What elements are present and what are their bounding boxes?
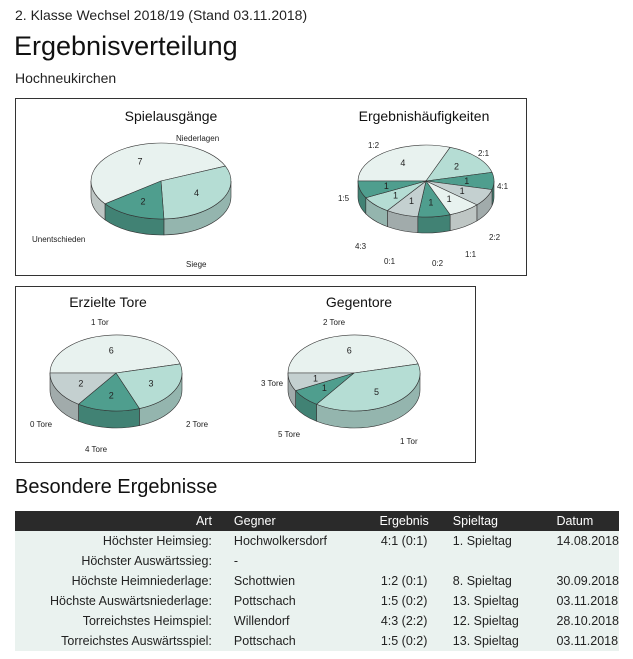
pie-category-label: 0 Tore xyxy=(30,420,53,429)
cell-spieltag: 13. Spieltag xyxy=(447,591,545,611)
pie-category-label: 1 Tor xyxy=(400,437,418,446)
cell-datum: 03.11.2018 xyxy=(544,591,619,611)
cell-ergebnis: 4:1 (0:1) xyxy=(361,531,446,551)
pie-category-label: 1 Tor xyxy=(91,318,109,327)
pie-category-label: Niederlagen xyxy=(176,134,220,143)
pie-value-label: 6 xyxy=(108,345,114,356)
pie-value-label: 2 xyxy=(454,161,460,172)
chart-box-bottom-svg xyxy=(16,287,475,462)
pie-gegentore xyxy=(261,294,420,446)
cell-datum xyxy=(544,551,619,571)
cell-art: Höchste Auswärtsniederlage: xyxy=(15,591,230,611)
pie-category-label: Unentschieden xyxy=(32,235,86,244)
chart-title: Gegentore xyxy=(325,294,393,310)
table-row xyxy=(15,611,619,631)
pie-category-label: 1:5 xyxy=(338,194,350,203)
chart-title: Spielausgänge xyxy=(124,108,218,124)
cell-spieltag: 1. Spieltag xyxy=(447,531,545,551)
chart-title: Erzielte Tore xyxy=(69,294,147,310)
page-title: Ergebnisverteilung xyxy=(14,31,238,61)
table-row xyxy=(15,591,619,611)
pie-value-label: 5 xyxy=(373,386,380,397)
cell-spieltag: 8. Spieltag xyxy=(447,571,545,591)
cell-art: Torreichstes Auswärtsspiel: xyxy=(15,631,230,651)
table-row xyxy=(15,631,619,651)
cell-spieltag: 12. Spieltag xyxy=(447,611,545,631)
cell-spieltag xyxy=(447,551,545,571)
section-title: Besondere Ergebnisse xyxy=(15,476,218,498)
pie-category-label: 5 Tore xyxy=(278,430,301,439)
pie-erzielte-tore xyxy=(30,294,209,454)
pie-value-label: 2 xyxy=(140,196,146,207)
cell-spieltag: 13. Spieltag xyxy=(447,631,545,651)
cell-gegner: Pottschach xyxy=(230,631,362,651)
pie-value-label: 2 xyxy=(108,390,114,401)
pie-value-label: 7 xyxy=(137,156,143,167)
cell-gegner: Hochwolkersdorf xyxy=(230,531,362,551)
header-datum: Datum xyxy=(544,511,619,531)
pie-value-label: 1 xyxy=(428,197,434,208)
cell-gegner: Schottwien xyxy=(230,571,362,591)
results-table xyxy=(15,511,619,651)
pie-value-label: 1 xyxy=(409,196,415,207)
pie-spielausgaenge xyxy=(32,108,231,269)
cell-ergebnis xyxy=(361,551,446,571)
pie-value-label: 2 xyxy=(78,378,84,389)
pie-category-label: 1:1 xyxy=(465,250,477,259)
chart-box-bottom xyxy=(15,286,476,463)
pie-value-label: 4 xyxy=(194,188,200,199)
pie-value-label: 3 xyxy=(148,378,154,389)
pie-category-label: 4 Tore xyxy=(85,445,108,454)
chart-box-top-svg xyxy=(16,99,526,275)
pie-category-label: 2 Tore xyxy=(323,318,346,327)
cell-datum: 03.11.2018 xyxy=(544,631,619,651)
chart-box-top xyxy=(15,98,527,276)
pie-value-label: 1 xyxy=(446,193,452,204)
table-header-row xyxy=(15,511,619,531)
table-row xyxy=(15,551,619,571)
cell-ergebnis: 1:2 (0:1) xyxy=(361,571,446,591)
table-row xyxy=(15,571,619,591)
cell-gegner: Willendorf xyxy=(230,611,362,631)
pie-category-label: 2 Tore xyxy=(186,420,209,429)
header-art: Art xyxy=(15,511,230,531)
cell-ergebnis: 1:5 (0:2) xyxy=(361,631,446,651)
cell-datum: 14.08.2018 xyxy=(544,531,619,551)
pie-category-label: 4:3 xyxy=(355,242,367,251)
cell-gegner: Pottschach xyxy=(230,591,362,611)
pie-category-label: 0:1 xyxy=(384,257,396,266)
pie-category-label: 0:2 xyxy=(432,259,444,268)
header-ergebnis: Ergebnis xyxy=(361,511,446,531)
pie-value-label: 1 xyxy=(383,181,389,192)
cell-art: Höchste Heimniederlage: xyxy=(15,571,230,591)
pie-ergebnishaeufigkeiten xyxy=(338,108,509,268)
pie-category-label: 3 Tore xyxy=(261,379,284,388)
pie-value-label: 1 xyxy=(321,383,327,394)
pie-slice-side xyxy=(418,215,450,233)
pie-value-label: 1 xyxy=(464,176,470,186)
league-subtitle: 2. Klasse Wechsel 2018/19 (Stand 03.11.2018) xyxy=(15,7,308,23)
pie-category-label: 1:2 xyxy=(368,141,380,150)
cell-gegner: - xyxy=(230,551,362,571)
pie-value-label: 4 xyxy=(400,158,406,169)
header-spieltag: Spieltag xyxy=(447,511,545,531)
pie-value-label: 1 xyxy=(459,186,465,197)
cell-datum: 30.09.2018 xyxy=(544,571,619,591)
pie-category-label: Siege xyxy=(186,260,207,269)
pie-value-label: 6 xyxy=(346,345,352,356)
table-row xyxy=(15,531,619,551)
pie-category-label: 2:1 xyxy=(478,149,490,158)
header-gegner: Gegner xyxy=(230,511,362,531)
cell-datum: 28.10.2018 xyxy=(544,611,619,631)
cell-art: Höchster Heimsieg: xyxy=(15,531,230,551)
club-name: Hochneukirchen xyxy=(15,70,117,86)
chart-title: Ergebnishäufigkeiten xyxy=(358,108,490,124)
cell-art: Torreichstes Heimspiel: xyxy=(15,611,230,631)
cell-ergebnis: 1:5 (0:2) xyxy=(361,591,446,611)
cell-ergebnis: 4:3 (2:2) xyxy=(361,611,446,631)
pie-value-label: 1 xyxy=(392,190,398,201)
pie-value-label: 1 xyxy=(313,373,319,384)
pie-category-label: 2:2 xyxy=(489,233,501,242)
cell-art: Höchster Auswärtssieg: xyxy=(15,551,230,571)
pie-category-label: 4:1 xyxy=(497,182,509,191)
